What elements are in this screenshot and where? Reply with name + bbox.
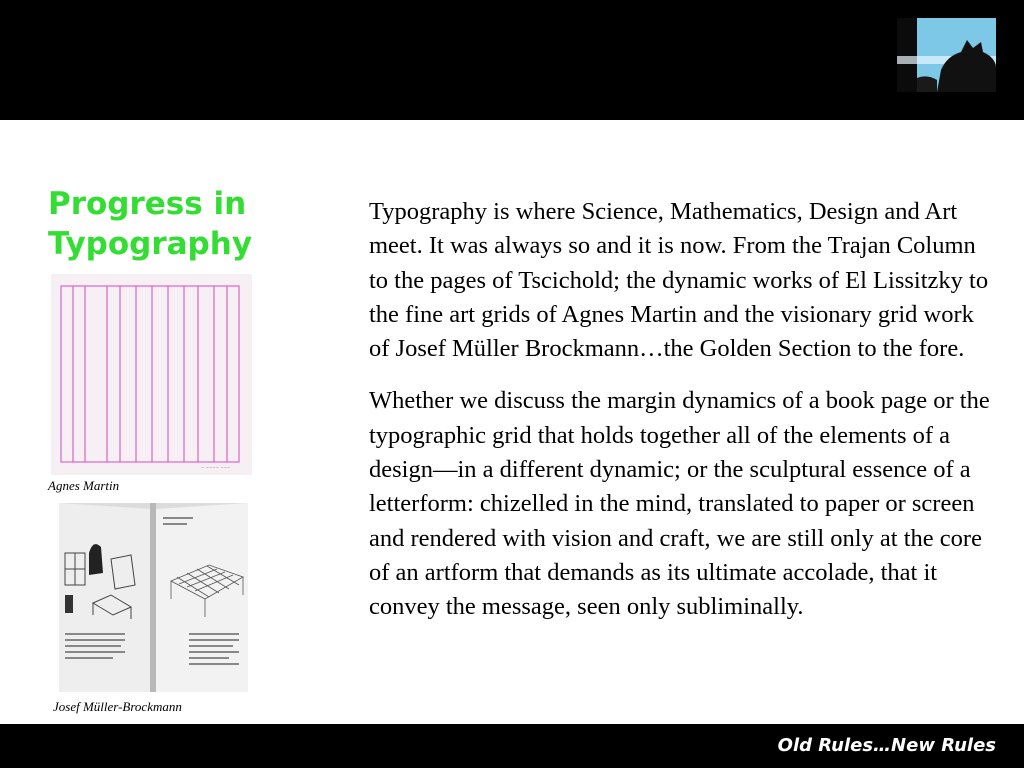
cat-silhouette-logo-icon <box>897 18 996 92</box>
caption-josef-muller-brockmann: Josef Müller-Brockmann <box>53 699 182 714</box>
book-spread-image <box>59 503 248 692</box>
grid-painting-drawing <box>51 274 252 475</box>
caption-agnes-martin: Agnes Martin <box>48 478 120 493</box>
footer-bar <box>0 724 1024 768</box>
paragraph-1: Typography is where Science, Mathematics, Design and Art meet. It was always so and it is now. From the Trajan Column to the pages of Tscichold; the dynamic works of El Lissitzky to the fine art grids of Agnes Martin and the visionary grid work of Josef Müller Brockmann…the Golden Section to the fore. <box>369 198 989 363</box>
footer-title: Old Rules…New Rules <box>777 735 996 756</box>
slide-title: Progress in Typography <box>48 186 253 262</box>
artist-signature: ~ ~~~~ ~~~ <box>201 465 231 470</box>
header-bar <box>0 0 1024 120</box>
body-text <box>369 195 994 643</box>
paragraph-2: Whether we discuss the margin dynamics of a book page or the typographic grid that holds together all of the elements of a design—in a different dynamic; or the sculptural essence of a letterform: chizelled in the mind, translated to paper or screen and rendered with vision and craft, we are still only at the core of an artform that demands as its ultimate accolade, that it convey the message, seen only subliminally. <box>369 387 990 621</box>
grid-painting-image <box>51 274 252 475</box>
